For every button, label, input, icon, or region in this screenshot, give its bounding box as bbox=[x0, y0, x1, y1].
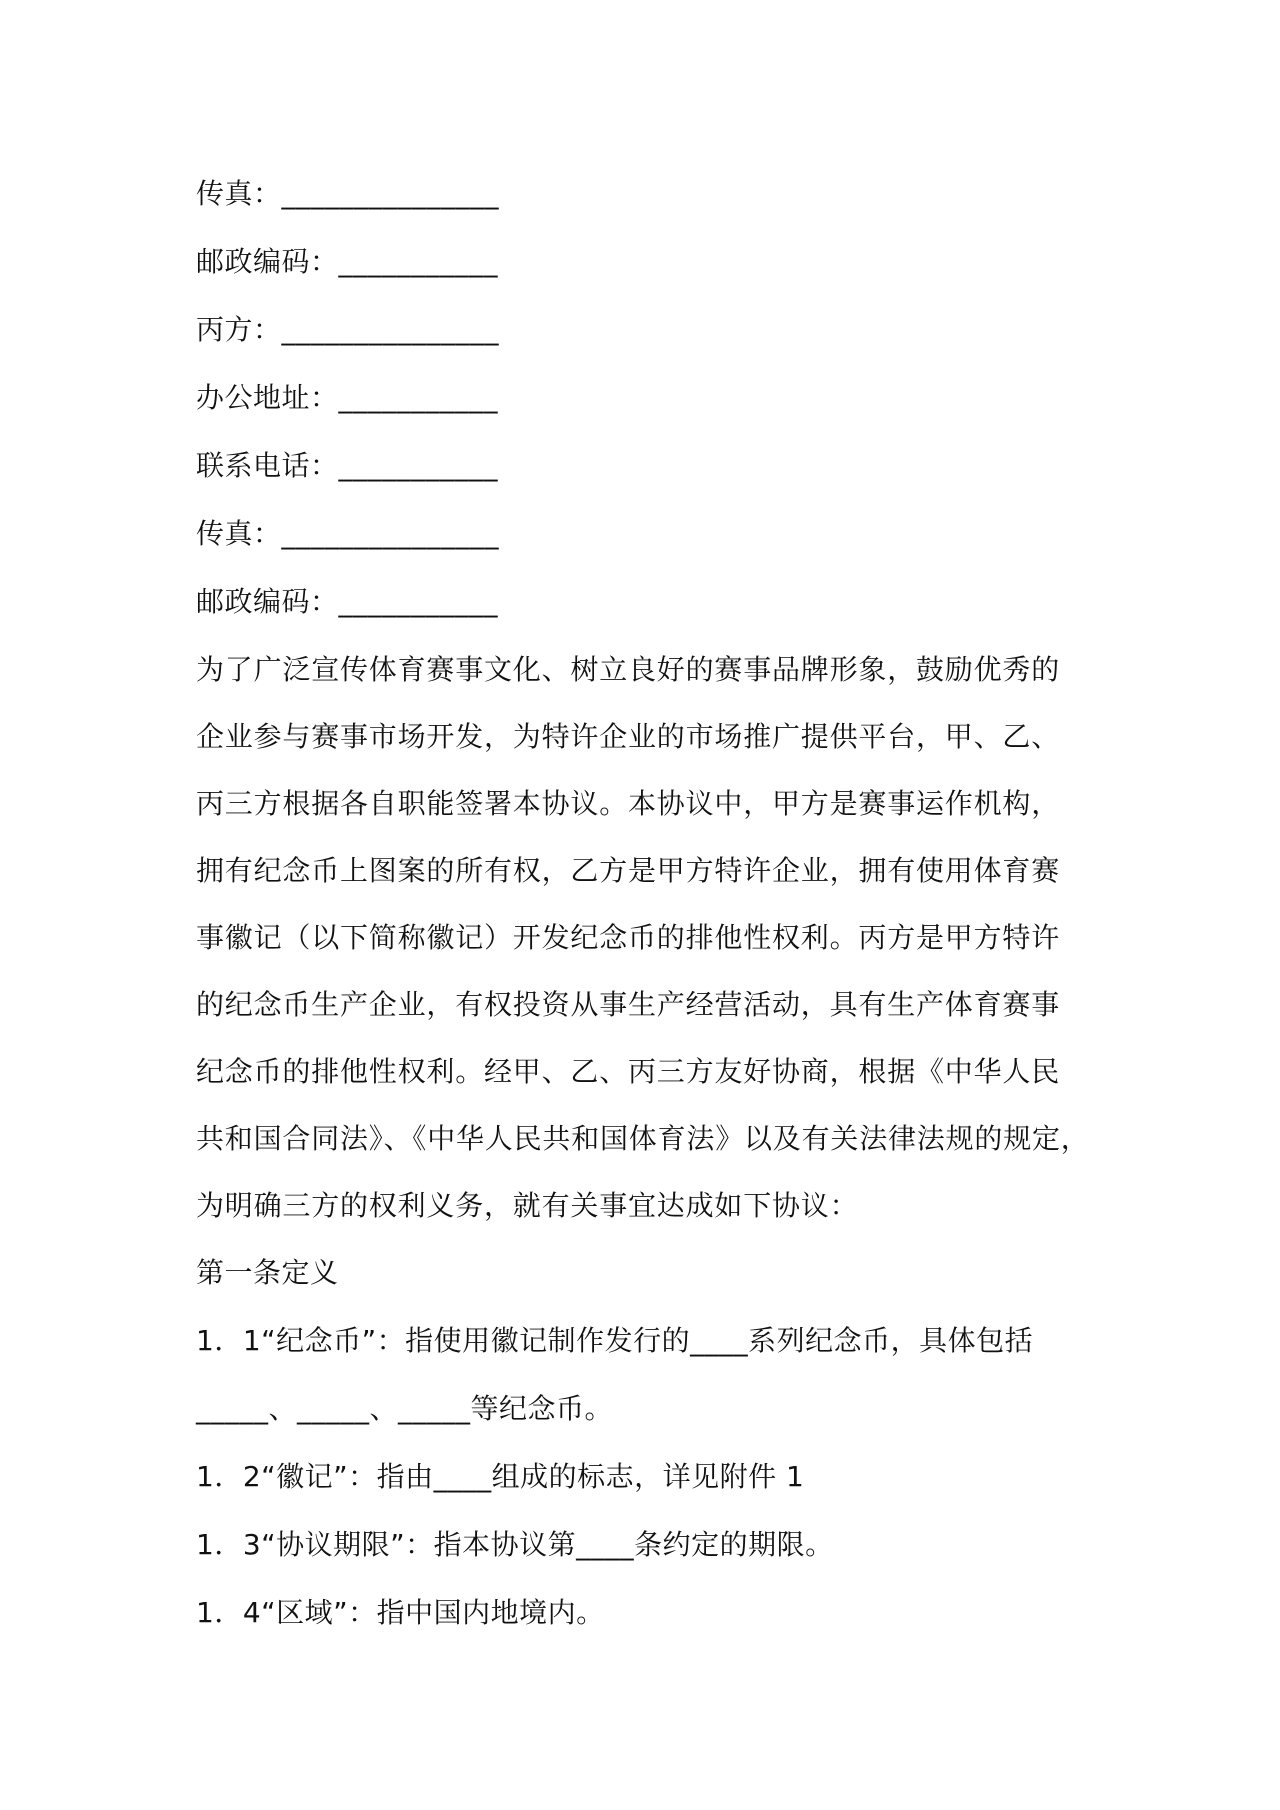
contact-fields bbox=[196, 160, 1096, 636]
definition-item-continued: _____、_____、_____等纪念币。 bbox=[196, 1392, 614, 1425]
fax-field: 传真：_______________ bbox=[196, 177, 500, 210]
paragraph-line: 共和国合同法》、《中华人民共和国体育法》以及有关法律法规的规定， bbox=[196, 1122, 1090, 1155]
paragraph-line: 拥有纪念币上图案的所有权，乙方是甲方特许企业，拥有使用体育赛 bbox=[196, 854, 1061, 887]
phone-field: 联系电话：___________ bbox=[196, 449, 499, 482]
paragraph-line: 事徽记（以下简称徽记）开发纪念币的排他性权利。丙方是甲方特许 bbox=[196, 921, 1061, 954]
paragraph-line: 企业参与赛事市场开发，为特许企业的市场推广提供平台，甲、乙、 bbox=[196, 720, 1061, 753]
definition-item: 1．4“区域”：指中国内地境内。 bbox=[196, 1596, 605, 1629]
paragraph-line: 纪念币的排他性权利。经甲、乙、丙三方友好协商，根据《中华人民 bbox=[196, 1055, 1061, 1088]
paragraph-line: 丙三方根据各自职能签署本协议。本协议中，甲方是赛事运作机构， bbox=[196, 787, 1061, 820]
definition-item: 1．3“协议期限”：指本协议第____条约定的期限。 bbox=[196, 1528, 834, 1561]
paragraph-line: 为了广泛宣传体育赛事文化、树立良好的赛事品牌形象，鼓励优秀的 bbox=[196, 653, 1061, 686]
paragraph-line: 的纪念币生产企业，有权投资从事生产经营活动，具有生产体育赛事 bbox=[196, 988, 1061, 1021]
definitions-list bbox=[196, 1307, 1096, 1647]
postal-code-field: 邮政编码：___________ bbox=[196, 585, 499, 618]
document-body bbox=[196, 160, 1096, 1647]
paragraph-line: 为明确三方的权利义务，就有关事宜达成如下协议： bbox=[196, 1189, 859, 1222]
intro-paragraph bbox=[196, 636, 1096, 1239]
office-address-field: 办公地址：___________ bbox=[196, 381, 499, 414]
postal-code-field: 邮政编码：___________ bbox=[196, 245, 499, 278]
fax-field: 传真：_______________ bbox=[196, 517, 500, 550]
party-c-field: 丙方：_______________ bbox=[196, 313, 500, 346]
definition-item: 1．2“徽记”：指由____组成的标志，详见附件 1 bbox=[196, 1460, 805, 1493]
definition-item: 1．1“纪念币”：指使用徽记制作发行的____系列纪念币，具体包括 bbox=[196, 1324, 1034, 1357]
section-title: 第一条定义 bbox=[196, 1256, 339, 1289]
